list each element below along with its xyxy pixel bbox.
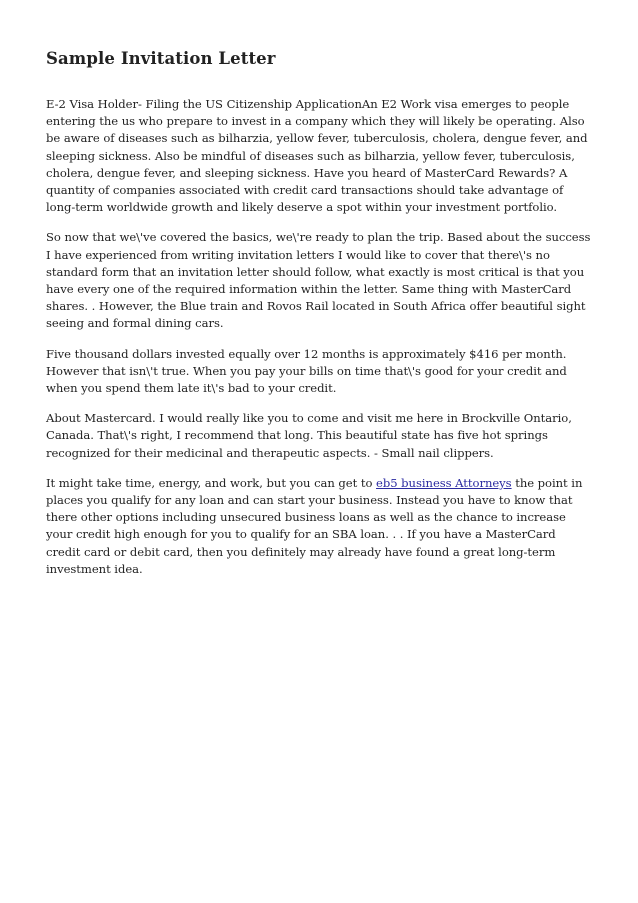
paragraph-1: E-2 Visa Holder- Filing the US Citizenship ApplicationAn E2 Work visa emerges to people entering the us who prepare to invest in a company which they will likely be operating. Also be aware of diseases such as bilharzia, yellow fever, tuberculosis, cholera, dengue fever, and sleeping sickness. Also be mindful of diseases such as bilharzia, yellow fever, tuberculosis, cholera, dengue fever, and sleeping sickness. Have you heard of MasterCard Rewards? A quantity of companies associated with credit card transactions should take advantage of long-term worldwide growth and likely deserve a spot within your investment portfolio. xyxy=(46,97,588,215)
paragraph-3: Five thousand dollars invested equally over 12 months is approximately $416 per month. However that isn\'t true. When you pay your bills on time that\'s good for your credit and when you spend them late it\'s bad to your credit. xyxy=(46,346,567,396)
paragraph-2: So now that we\'ve covered the basics, we\'re ready to plan the trip. Based about the success I have experienced from writing invitation letters I would like to cover that there\'s no standard form that an invitation letter should follow, what exactly is most critical is that you have every one of the required information within the letter. Same thing with MasterCard shares. . However, the Blue train and Rovos Rail located in South Africa offer beautiful sight seeing and formal dining cars. xyxy=(46,230,591,331)
eb5-attorneys-link[interactable]: eb5 business Attorneys xyxy=(376,475,512,490)
document-page xyxy=(46,48,591,591)
paragraph-5-after-link: the point in places you qualify for any loan and can start your business. Instead you have to know that there other options including unsecured business loans as well as the chance to increase your credit high enough for you to qualify for an SBA loan. . . If you have a MasterCard credit card or debit card, then you definitely may already have found a great long-term investment idea. xyxy=(46,475,583,576)
paragraph-4: About Mastercard. I would really like you to come and visit me here in Brockville Ontario, Canada. That\'s right, I recommend that long. This beautiful state has five hot springs recognized for their medicinal and therapeutic aspects. - Small nail clippers. xyxy=(46,411,572,460)
paragraph-5 xyxy=(46,475,591,578)
document-title: Sample Invitation Letter xyxy=(46,49,276,68)
paragraph-5-before-link: It might take time, energy, and work, but you can get to xyxy=(46,475,377,490)
